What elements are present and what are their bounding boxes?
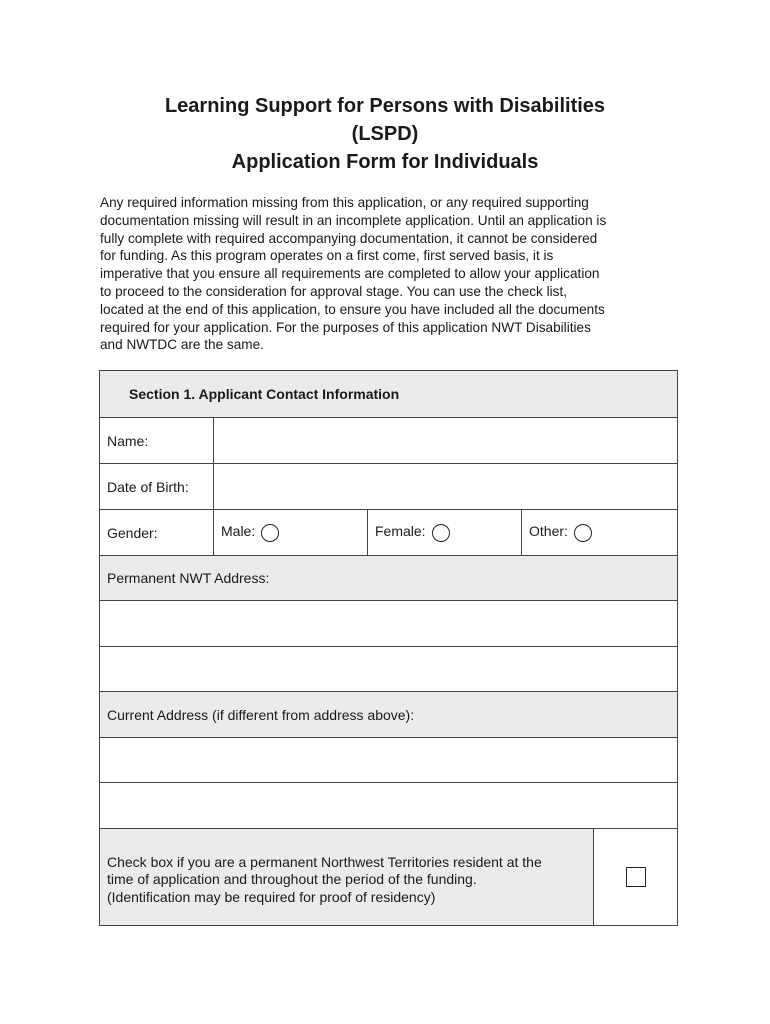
intro-line: for funding. As this program operates on a first come, first served basis, it is [100, 248, 554, 264]
intro-line: to proceed to the consideration for approval stage. You can use the check list, [100, 283, 568, 299]
gender-label: Gender: [100, 510, 214, 556]
intro-line: documentation missing will result in an incomplete application. Until an application is [100, 212, 607, 228]
male-radio[interactable] [261, 524, 279, 542]
current-address-line-2[interactable] [100, 783, 678, 829]
intro-line: and NWTDC are the same. [100, 337, 264, 353]
dob-label: Date of Birth: [100, 464, 214, 510]
female-radio[interactable] [432, 524, 450, 542]
other-label: Other: [529, 523, 568, 540]
title-line-2: (LSPD) [351, 123, 419, 145]
resident-statement [100, 829, 594, 926]
intro-line: Any required information missing from this application, or any required supporting [100, 195, 589, 210]
gender-option-male [214, 510, 368, 556]
other-radio[interactable] [574, 524, 592, 542]
form-title [0, 92, 770, 176]
female-label: Female: [375, 523, 426, 540]
title-line-1: Learning Support for Persons with Disabilities [164, 95, 606, 117]
resident-line: (Identification may be required for proof of residency) [107, 888, 436, 905]
resident-checkbox-cell [594, 829, 678, 926]
resident-line: time of application and throughout the period of the funding. [107, 871, 477, 888]
intro-paragraph [100, 194, 675, 354]
section-title: Section 1. Applicant Contact Information [100, 371, 678, 418]
permanent-address-line-2[interactable] [100, 647, 678, 692]
title-line-3: Application Form for Individuals [231, 151, 539, 173]
permanent-address-line-1[interactable] [100, 601, 678, 647]
resident-line: Check box if you are a permanent Northwest Territories resident at the [107, 853, 542, 870]
gender-option-female [368, 510, 522, 556]
permanent-address-label: Permanent NWT Address: [100, 556, 678, 601]
current-address-label: Current Address (if different from address above): [100, 692, 678, 738]
intro-line: fully complete with required accompanying documentation, it cannot be considered [100, 230, 598, 246]
name-field[interactable] [214, 418, 678, 464]
intro-line: required for your application. For the purposes of this application NWT Disabilities [100, 319, 591, 335]
name-label: Name: [100, 418, 214, 464]
intro-line: located at the end of this application, to ensure you have included all the documents [100, 301, 605, 317]
current-address-line-1[interactable] [100, 738, 678, 783]
intro-line: imperative that you ensure all requirements are completed to allow your application [100, 266, 600, 282]
gender-option-other [522, 510, 678, 556]
resident-checkbox[interactable] [626, 867, 646, 887]
applicant-contact-table [99, 370, 678, 926]
male-label: Male: [221, 523, 256, 540]
dob-field[interactable] [214, 464, 678, 510]
